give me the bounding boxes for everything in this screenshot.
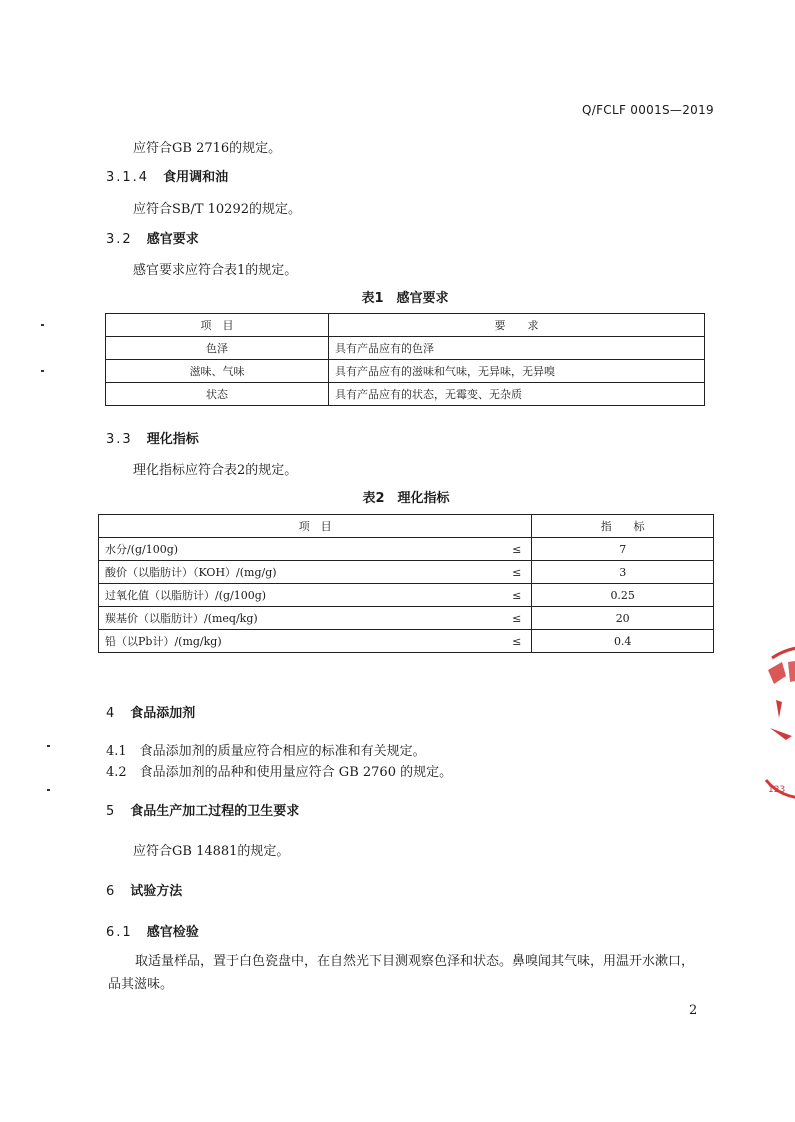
section-heading-3-2	[106, 228, 199, 247]
table-header-row	[99, 515, 714, 538]
paragraph: 理化指标应符合表2的规定。	[133, 463, 298, 478]
table-row	[99, 607, 714, 630]
section-title: 理化指标	[146, 432, 199, 447]
section-number: 6	[106, 884, 117, 899]
table-cell: 铅（以Pb计）/(mg/kg)	[99, 630, 372, 653]
table-row	[99, 630, 714, 653]
scan-speck	[47, 789, 50, 791]
paragraph: 应符合GB 2716的规定。	[133, 141, 282, 156]
table-cell: 酸价（以脂肪计）（KOH）/(mg/g)	[99, 561, 372, 584]
table-row	[106, 337, 705, 360]
table-header-cell: 指 标	[532, 515, 714, 538]
svg-text:123: 123	[768, 785, 786, 795]
section-heading-6	[106, 880, 182, 899]
scan-speck	[41, 370, 44, 372]
table-cell: 羰基价（以脂肪计）/(meq/kg)	[99, 607, 372, 630]
section-heading-3-3	[106, 428, 199, 447]
table-row	[99, 538, 714, 561]
table-cell: 0.4	[532, 630, 714, 653]
paragraph-line: 品其滋味。	[108, 977, 174, 992]
table-row	[106, 383, 705, 406]
section-number: 5	[106, 804, 117, 819]
table-row	[99, 584, 714, 607]
table-header-cell: 要 求	[329, 314, 705, 337]
table-cell: ≤	[371, 584, 532, 607]
physicochemical-table	[98, 514, 714, 653]
sensory-table	[105, 313, 705, 406]
table-cell: 20	[532, 607, 714, 630]
scan-speck	[41, 324, 44, 326]
paragraph: 感官要求应符合表1的规定。	[133, 263, 298, 278]
table-cell: ≤	[371, 630, 532, 653]
table2-caption: 表2 理化指标	[362, 491, 450, 506]
table-header-cell: 项 目	[99, 515, 532, 538]
table-header-cell: 项 目	[106, 314, 329, 337]
paragraph-line: 取适量样品，置于白色瓷盘中，在自然光下目测观察色泽和状态。鼻嗅闻其气味，用温开水漱口，	[135, 954, 695, 969]
section-number: 3.3	[106, 432, 133, 447]
section-heading-4	[106, 702, 195, 721]
section-title: 食品生产加工过程的卫生要求	[130, 804, 300, 819]
paragraph: 应符合GB 14881的规定。	[133, 844, 290, 859]
section-number: 6.1	[106, 925, 133, 940]
section-heading-6-1	[106, 921, 199, 940]
section-title: 试验方法	[130, 884, 183, 899]
section-title: 食用调和油	[163, 170, 229, 185]
table-cell: ≤	[371, 607, 532, 630]
section-number: 3.2	[106, 232, 133, 247]
table-cell: 3	[532, 561, 714, 584]
table-cell: 具有产品应有的色泽	[329, 337, 705, 360]
table-cell: 状态	[106, 383, 329, 406]
section-number: 4	[106, 706, 117, 721]
table-cell: 滋味、气味	[106, 360, 329, 383]
table-cell: 过氧化值（以脂肪计）/(g/100g)	[99, 584, 372, 607]
table-cell: 水分/(g/100g)	[99, 538, 372, 561]
table-cell: 7	[532, 538, 714, 561]
paragraph: 应符合SB/T 10292的规定。	[133, 202, 301, 217]
clause-4-2: 4.2 食品添加剂的品种和使用量应符合 GB 2760 的规定。	[106, 765, 453, 780]
section-title: 食品添加剂	[130, 706, 196, 721]
table-cell: 具有产品应有的滋味和气味，无异味，无异嗅	[329, 360, 705, 383]
table-cell: 色泽	[106, 337, 329, 360]
table-cell: ≤	[371, 561, 532, 584]
table-cell: 0.25	[532, 584, 714, 607]
section-title: 感官要求	[146, 232, 199, 247]
clause-4-1: 4.1 食品添加剂的质量应符合相应的标准和有关规定。	[106, 744, 426, 759]
table-cell: 具有产品应有的状态，无霉变、无杂质	[329, 383, 705, 406]
table-row	[106, 360, 705, 383]
table1-caption: 表1 感官要求	[361, 291, 449, 306]
scan-speck	[47, 745, 50, 747]
table-cell: ≤	[371, 538, 532, 561]
section-number: 3.1.4	[106, 170, 150, 185]
table-header-row	[106, 314, 705, 337]
document-code: Q/FCLF 0001S—2019	[582, 103, 714, 117]
company-seal-stamp	[752, 640, 795, 810]
table-row	[99, 561, 714, 584]
section-heading-5	[106, 800, 299, 819]
page-number: 2	[689, 1003, 698, 1018]
section-heading-3-1-4	[106, 166, 228, 185]
section-title: 感官检验	[146, 925, 199, 940]
